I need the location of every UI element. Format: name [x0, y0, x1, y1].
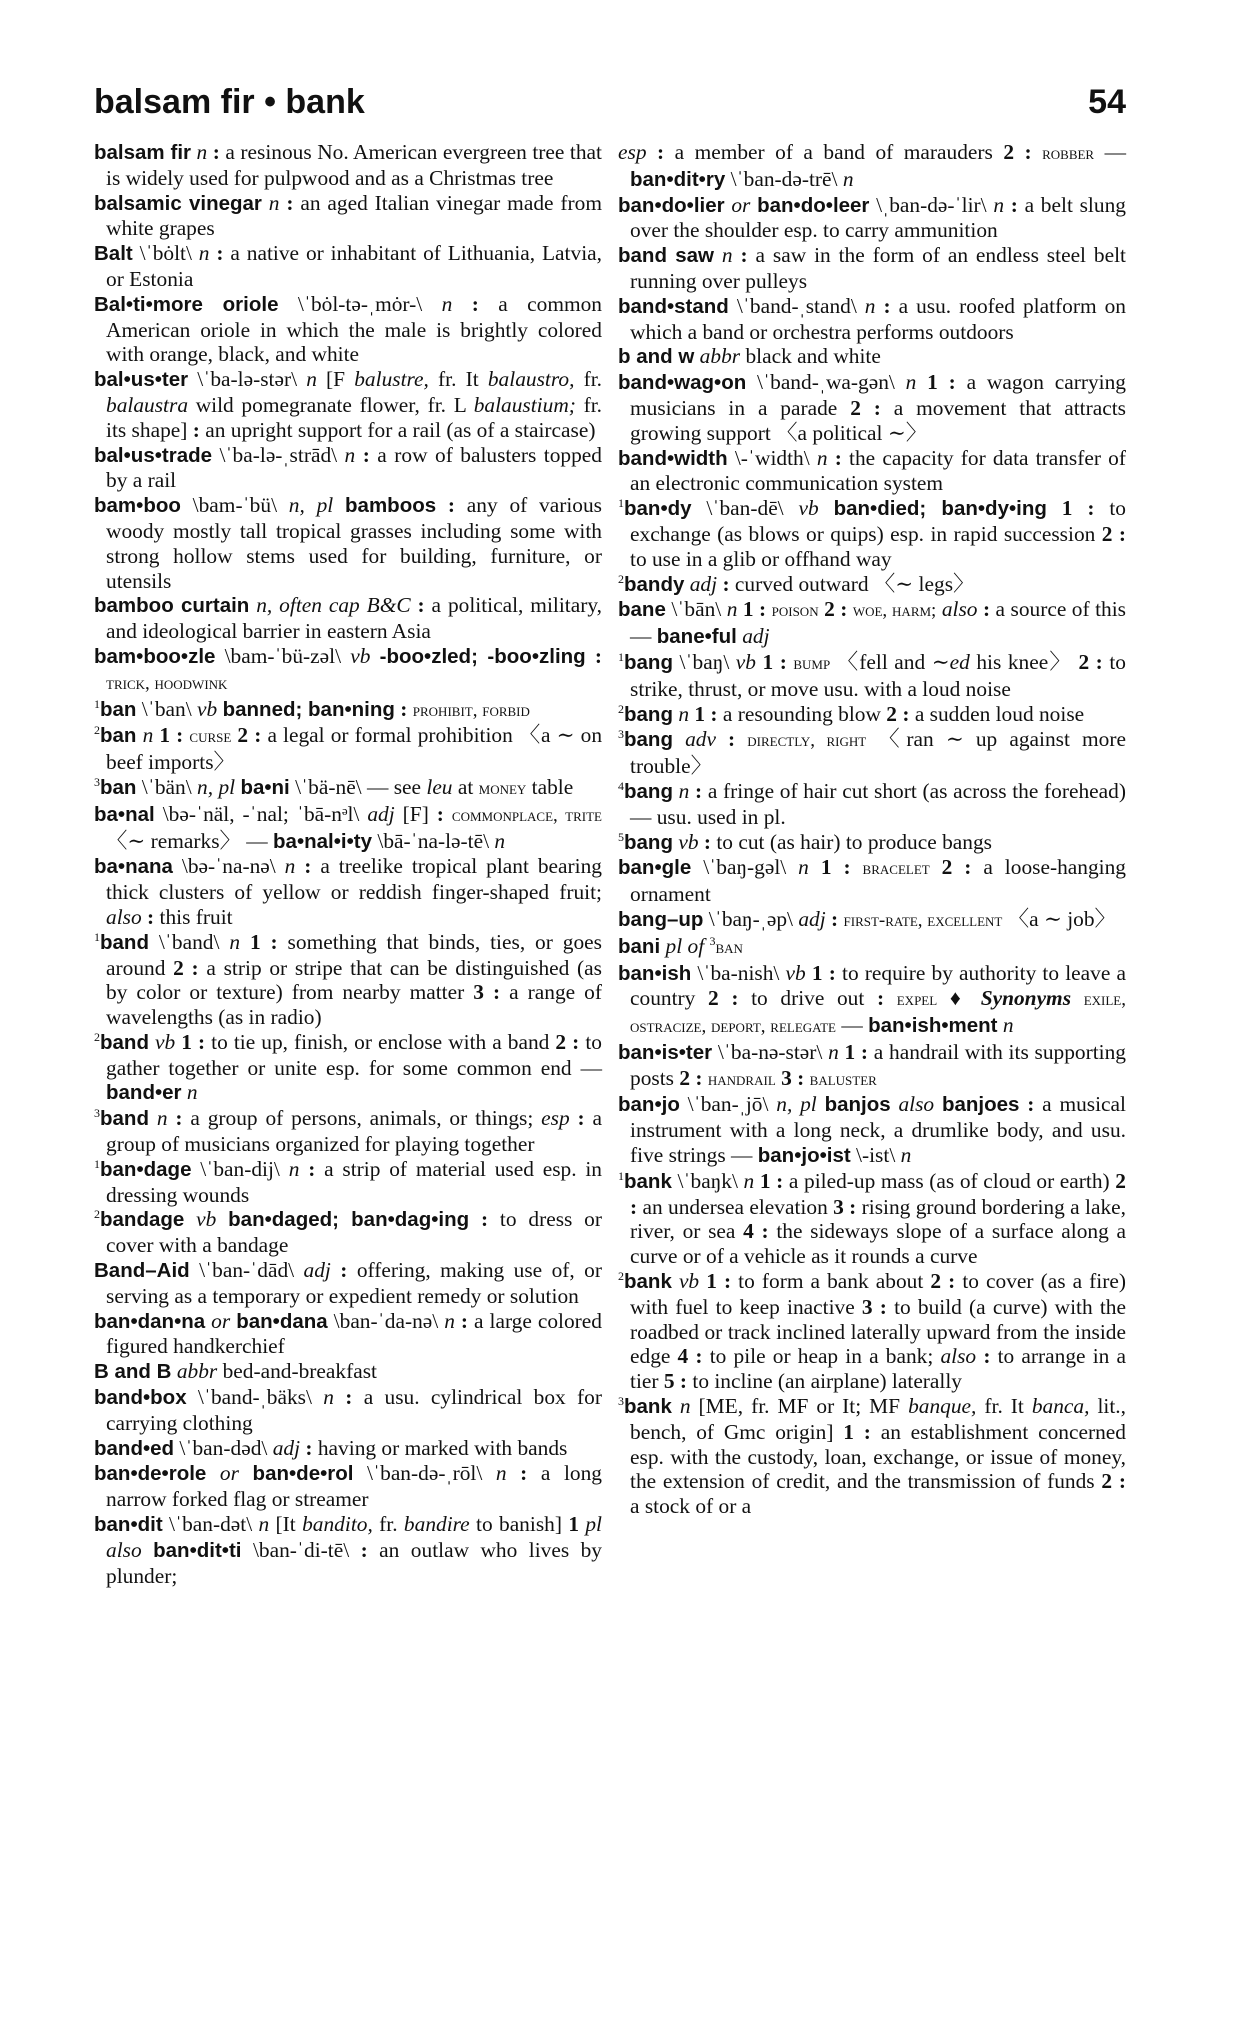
left-column — [94, 140, 602, 1588]
dictionary-entry: $^2$bang n 1 : a resounding blow 2 : a sudden loud noise — [618, 701, 1085, 726]
dictionary-entry: $^3$band n : a group of persons, animals, or things; esp : a group of musicians organized for playing together — [94, 1106, 602, 1157]
dictionary-entry: bang–up \ˈbaŋ-ˌəp\ adj : first-rate, excellent 〈a ∼ job〉 — [618, 906, 1116, 931]
dictionary-entry: ban•gle \ˈbaŋ-gəl\ n 1 : bracelet 2 : a loose-hanging ornament — [618, 855, 1127, 907]
dictionary-entry: bane \ˈbān\ n 1 : poison 2 : woe, harm; also : a source of this — bane•ful adj — [618, 597, 1126, 649]
dictionary-entry: $^1$bank \ˈbaŋk\ n 1 : a piled-up mass (as of cloud or earth) 2 : an undersea elevation 3 : rising ground bordering a lake, river, or sea 4 : the sideways slope of a surface along a curve or of a vehicle as it rounds a curve — [618, 1168, 1127, 1269]
dictionary-entry: $^1$ban \ˈban\ vb banned; ban•ning : prohibit, forbid — [94, 696, 530, 721]
dictionary-entry: balsam fir n : a resinous No. American evergreen tree that is widely used for pulpwood and as a Christmas tree — [94, 140, 602, 190]
dictionary-entry: $^5$bang vb : to cut (as hair) to produce bangs — [618, 829, 992, 854]
dictionary-entry: $^2$bandage vb ban•daged; ban•dag•ing : to dress or cover with a bandage — [94, 1207, 602, 1258]
dictionary-entry: bam•boo \bam-ˈbü\ n, pl bamboos : any of various woody mostly tall tropical grasses including some with strong hollow stems used for building, furniture, or utensils — [94, 493, 602, 593]
dictionary-entry: band saw n : a saw in the form of an endless steel belt running over pulleys — [618, 243, 1126, 293]
dictionary-entry: ban•do•lier or ban•do•leer \ˌban-də-ˈlir\ n : a belt slung over the shoulder esp. to carry ammunition — [618, 192, 1126, 243]
dictionary-entry: $^3$bank n [ME, fr. MF or It; MF banque, fr. It banca, lit., bench, of Gmc origin] 1 : an establishment concerned esp. with the custody, loan, exchange, or issue of money, the extension of credit, and the transmission of funds 2 : a stock of or a — [618, 1393, 1126, 1519]
dictionary-entry: ban•jo \ˈban-ˌjō\ n, pl banjos also banjoes : a musical instrument with a long neck, a drumlike body, and usu. five strings — ban•jo•ist \-ist\ n — [618, 1092, 1126, 1168]
dictionary-entry: band•stand \ˈband-ˌstand\ n : a usu. roofed platform on which a band or orchestra performs outdoors — [618, 293, 1126, 344]
dictionary-entry: band•box \ˈband-ˌbäks\ n : a usu. cylindrical box for carrying clothing — [94, 1385, 602, 1435]
dictionary-entry: $^4$bang n : a fringe of hair cut short (as across the forehead) — usu. used in pl. — [618, 778, 1126, 829]
dictionary-entry: $^1$ban•dy \ˈban-dē\ vb ban•died; ban•dy•ing 1 : to exchange (as blows or quips) esp. in rapid succession 2 : to use in a glib or offhand way — [618, 496, 1126, 571]
dictionary-entry: ban•ish \ˈba-nish\ vb 1 : to require by authority to leave a country 2 : to drive out : expel ♦ Synonyms exile, ostracize, deport, relegate — ban•ish•ment n — [618, 960, 1126, 1038]
dictionary-entry: b and w abbr black and white — [618, 344, 881, 369]
dictionary-entry: bal•us•ter \ˈba-lə-stər\ n [F balustre, fr. It balaustro, fr. balaustra wild pomegranate flower, fr. L balaustium; fr. its shape] : an upright support for a rail (as of a staircase) — [94, 367, 603, 442]
dictionary-entry: band•width \-ˈwidth\ n : the capacity for data transfer of an electronic communication system — [618, 445, 1126, 496]
dictionary-entry: ban•is•ter \ˈba-nə-stər\ n 1 : a handrail with its supporting posts 2 : handrail 3 : baluster — [618, 1039, 1126, 1090]
dictionary-entry: ba•nal \bə-ˈnäl, -ˈnal; ˈbā-nᵊl\ adj [F] : commonplace, trite 〈∼ remarks〉 — ba•nal•i•ty \bā-ˈna-lə-tē\ n — [94, 801, 602, 853]
page-header — [94, 78, 1126, 126]
dictionary-entry: $^2$bank vb 1 : to form a bank about 2 : to cover (as a fire) with fuel to keep inactive 3 : to build (a curve) with the roadbed or track inclined laterally upward from the inside edge 4 : to pile or heap in a bank; also : to arrange in a tier 5 : to incline (an airplane) laterally — [618, 1268, 1126, 1394]
dictionary-entry: ban•dit \ˈban-dət\ n [It bandito, fr. bandire to banish] 1 pl also ban•dit•ti \ban-ˈdi-tē\ : an outlaw who lives by plunder; — [94, 1512, 602, 1588]
dictionary-entry: Balt \ˈbȯlt\ n : a native or inhabitant of Lithuania, Latvia, or Estonia — [94, 241, 602, 291]
dictionary-entry: bal•us•trade \ˈba-lə-ˌstrād\ n : a row of balusters topped by a rail — [94, 442, 602, 493]
right-column — [618, 140, 1126, 1519]
dictionary-entry: band•wag•on \ˈband-ˌwa-gən\ n 1 : a wagon carrying musicians in a parade 2 : a movement that attracts growing support 〈a political ∼〉 — [618, 370, 1127, 445]
dictionary-entry: esp : a member of a band of marauders 2 : robber — ban•dit•ry \ˈban-də-trē\ n — [618, 140, 1126, 191]
dictionary-entry: B and B abbr bed-and-breakfast — [94, 1359, 377, 1384]
dictionary-page — [94, 78, 1126, 1978]
dictionary-entry: $^2$bandy adj : curved outward 〈∼ legs〉 — [618, 571, 975, 596]
dictionary-entry: ban•dan•na or ban•dana \ban-ˈda-nə\ n : a large colored figured handkerchief — [94, 1308, 603, 1359]
dictionary-entry: $^1$ban•dage \ˈban-dij\ n : a strip of material used esp. in dressing wounds — [94, 1156, 602, 1207]
dictionary-entry: $^2$band vb 1 : to tie up, finish, or enclose with a band 2 : to gather together or unite esp. for some common end — band•er n — [94, 1029, 602, 1105]
dictionary-entry: bani pl of $^3$ban — [618, 933, 743, 958]
page-number: 54 — [1088, 83, 1126, 121]
dictionary-entry: balsamic vinegar n : an aged Italian vinegar made from white grapes — [94, 190, 602, 241]
dictionary-entry: band•ed \ˈban-dəd\ adj : having or marked with bands — [94, 1435, 568, 1460]
dictionary-entry: $^2$ban n 1 : curse 2 : a legal or formal prohibition 〈a ∼ on beef imports〉 — [94, 723, 603, 775]
dictionary-entry: Band–Aid \ˈban-ˈdād\ adj : offering, making use of, or serving as a temporary or expedient remedy or solution — [94, 1258, 602, 1308]
guide-words: balsam fir • bank — [94, 83, 365, 121]
dictionary-entry: ban•de•role or ban•de•rol \ˈban-də-ˌrōl\ n : a long narrow forked flag or streamer — [94, 1461, 602, 1512]
dictionary-entry: Bal•ti•more oriole \ˈbȯl-tə-ˌmȯr-\ n : a common American oriole in which the male is brightly colored with orange, black, and white — [94, 291, 603, 367]
dictionary-entry: ba•nana \bə-ˈna-nə\ n : a treelike tropical plant bearing thick clusters of yellow or reddish finger-shaped fruit; also : this fruit — [94, 854, 602, 929]
dictionary-entry: $^1$band \ˈband\ n 1 : something that binds, ties, or goes around 2 : a strip or stripe that can be distinguished (as by color or texture) from nearby matter 3 : a range of wavelengths (as in radio) — [94, 929, 602, 1030]
dictionary-entry: bamboo curtain n, often cap B&C : a political, military, and ideological barrier in eastern Asia — [94, 593, 602, 644]
dictionary-entry: bam•boo•zle \bam-ˈbü-zəl\ vb -boo•zled; -boo•zling : trick, hoodwink — [94, 643, 603, 694]
dictionary-entry: $^3$bang adv : directly, right 〈ran ∼ up against more trouble〉 — [618, 727, 1126, 779]
dictionary-entry: $^3$ban \ˈbän\ n, pl ba•ni \ˈbä-nē\ — see leu at money table — [94, 774, 574, 799]
dictionary-entry: $^1$bang \ˈbaŋ\ vb 1 : bump 〈fell and ∼ed his knee〉 2 : to strike, thrust, or move usu. with a loud noise — [618, 649, 1126, 701]
